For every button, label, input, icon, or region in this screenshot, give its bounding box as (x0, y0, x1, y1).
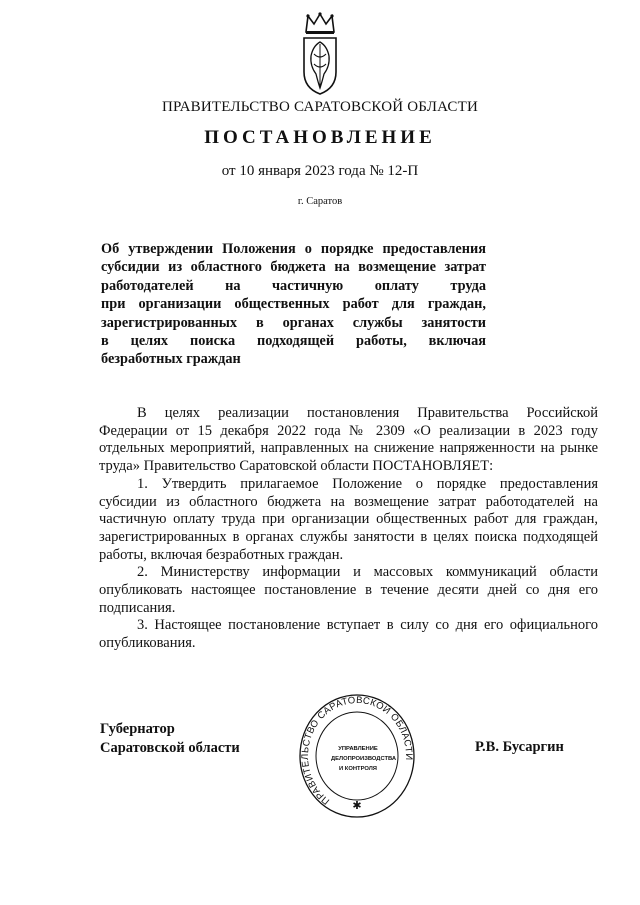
issuing-authority: ПРАВИТЕЛЬСТВО САРАТОВСКОЙ ОБЛАСТИ (161, 99, 479, 115)
title-line: работодателей на частичную оплату труда (101, 277, 486, 294)
preamble-paragraph: В целях реализации постановления Правительства Российской Федерации от 15 декабря 2022 года № 2309 «О реализации в 2023 году отдельных мероприятий, направленных на снижение напряженности на рынке труда» Правительство Саратовской области ПОСТАНОВЛЯЕТ: (99, 405, 598, 475)
signer-name: Р.В. Бусаргин (475, 739, 564, 755)
clause-2: 2. Министерству информации и массовых коммуникаций области опубликовать настоящее постановление в течение десяти дней со дня его подписания. (99, 564, 598, 616)
coat-of-arms-icon (300, 12, 340, 96)
decree-body (99, 405, 598, 653)
signer-position (100, 720, 240, 758)
decree-city: г. Саратов (297, 196, 343, 207)
title-line: безработных граждан (101, 351, 241, 368)
signer-position-line: Губернатор (100, 721, 175, 737)
stamp-ring-text: ПРАВИТЕЛЬСТВО САРАТОВСКОЙ ОБЛАСТИ (299, 694, 415, 807)
stamp-line: И КОНТРОЛЯ (339, 766, 377, 772)
title-line: Об утверждении Положения о порядке предоставления (101, 241, 486, 257)
stamp-line: УПРАВЛЕНИЕ (338, 746, 378, 752)
title-line: в целях поиска подходящей работы, включая (101, 333, 486, 350)
document-type-heading: ПОСТАНОВЛЕНИЕ (204, 127, 436, 148)
decree-title (101, 240, 486, 369)
title-line: при организации общественных работ для граждан, (101, 296, 486, 313)
decree-date-number: от 10 января 2023 года № 12-П (221, 163, 419, 179)
clause-1: 1. Утвердить прилагаемое Положение о порядке предоставления субсидии из областного бюджета на возмещение затрат работодателей на частичную оплату труда при организации общественных работ для граждан, зарегистрированных в органах службы занятости в целях поиска подходящей работы, включая безработных граждан. (99, 475, 598, 563)
stamp-line: ДЕЛОПРОИЗВОДСТВА (331, 756, 397, 762)
stamp-star-icon: ✱ (352, 800, 362, 812)
clause-3: 3. Настоящее постановление вступает в силу со дня его официального опубликования. (99, 617, 598, 652)
stamp-inner-text (331, 744, 397, 774)
signer-position-line: Саратовской области (100, 740, 240, 756)
title-line: субсидии из областного бюджета на возмещение затрат (101, 259, 486, 276)
title-line: зарегистрированных в органах службы занятости (101, 314, 486, 331)
